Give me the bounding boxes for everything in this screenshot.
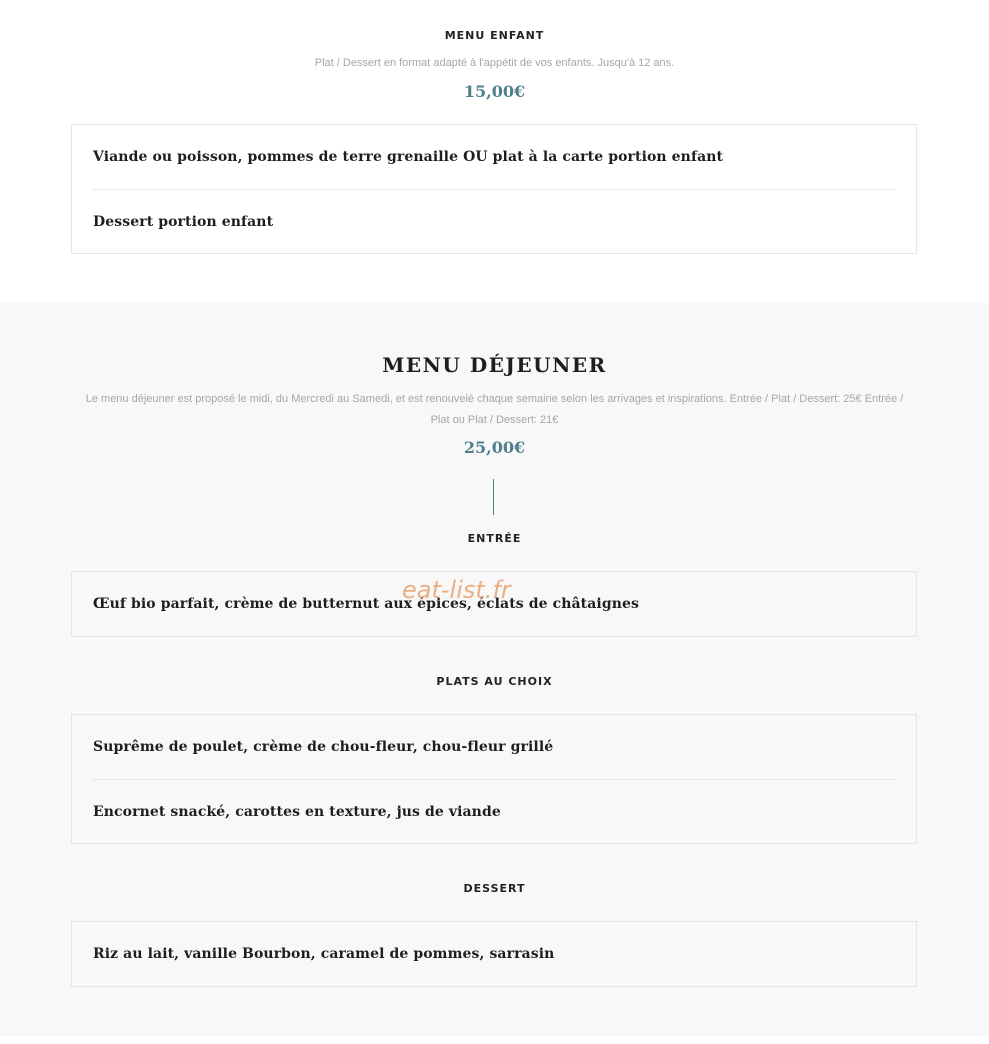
menu-item: Suprême de poulet, crème de chou-fleur, chou-fleur grillé	[93, 739, 554, 755]
menu-item: Viande ou poisson, pommes de terre grenaille OU plat à la carte portion enfant	[93, 149, 724, 165]
menu-dejeuner-description: Le menu déjeuner est proposé le midi, du Mercredi au Samedi, et est renouvelé chaque semaine selon les arrivages et inspirations. Entrée / Plat / Dessert: 25€ Entrée / Plat ou Plat / Dessert: 21€	[85, 393, 904, 426]
menu-item: Encornet snacké, carottes en texture, jus de viande	[93, 779, 895, 843]
menu-enfant-description: Plat / Dessert en format adapté à l'appétit de vos enfants. Jusqu'à 12 ans.	[314, 57, 675, 69]
course-card-entree	[71, 571, 917, 637]
menu-dejeuner-title: MENU DÉJEUNER	[382, 353, 607, 377]
vertical-divider	[493, 479, 494, 515]
menu-enfant-title: MENU ENFANT	[444, 29, 545, 42]
menu-item: Dessert portion enfant	[93, 189, 895, 253]
menu-enfant-price: 15,00€	[463, 82, 526, 101]
course-card-plats	[71, 714, 917, 844]
menu-dejeuner-section	[0, 303, 989, 1036]
watermark-text: eat-list.fr	[402, 576, 511, 604]
course-title-entree: ENTRÉE	[467, 532, 522, 545]
course-title-dessert: DESSERT	[463, 882, 526, 895]
menu-enfant-card	[71, 124, 917, 254]
menu-enfant-section	[0, 0, 989, 303]
course-title-plats: PLATS AU CHOIX	[436, 675, 553, 688]
menu-dejeuner-price: 25,00€	[463, 438, 526, 457]
menu-item: Riz au lait, vanille Bourbon, caramel de pommes, sarrasin	[93, 946, 555, 962]
course-card-dessert	[71, 921, 917, 987]
menu-item: Œuf bio parfait, crème de butternut aux épices, éclats de châtaignes	[93, 596, 639, 612]
